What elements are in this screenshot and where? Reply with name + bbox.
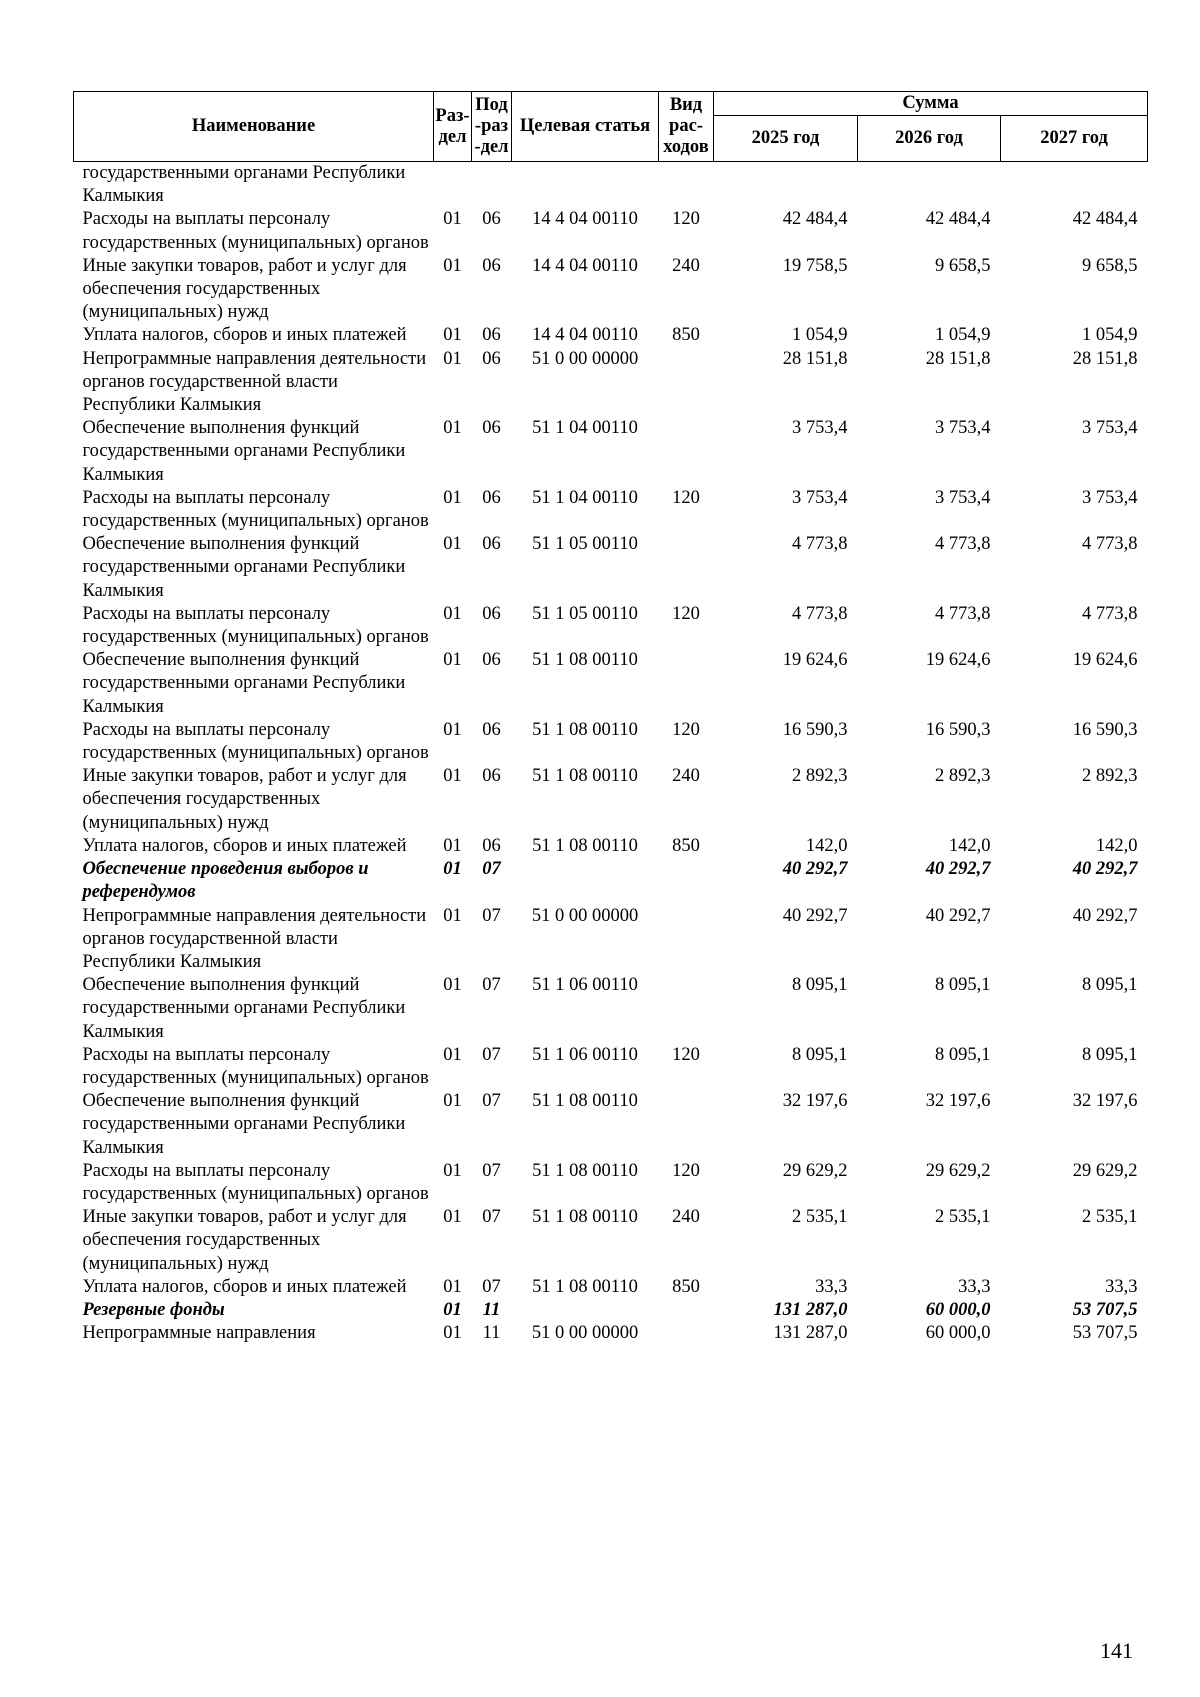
- row-value-2026: 28 151,8: [925, 348, 991, 369]
- row-vid: 240: [672, 255, 700, 276]
- row-celevaya: 51 1 04 00110: [532, 487, 638, 508]
- row-name: Расходы на выплаты персоналу государственных (муниципальных) органов: [82, 1044, 429, 1088]
- row-value-2026: 2 535,1: [935, 1207, 991, 1228]
- row-celevaya: 51 1 08 00110: [532, 835, 638, 856]
- row-value-2027: 53 707,5: [1072, 1323, 1138, 1344]
- row-celevaya: [512, 1299, 659, 1322]
- row-celevaya: [512, 162, 659, 209]
- row-razdel: 01: [443, 766, 462, 787]
- row-value-2027: 42 484,4: [1072, 209, 1138, 230]
- row-value-2026: 142,0: [948, 835, 991, 856]
- table-row: [74, 1322, 1148, 1345]
- header-razdel: Раз-дел: [434, 92, 472, 162]
- row-podrazdel: 06: [482, 766, 501, 787]
- row-value-2025: 28 151,8: [782, 348, 848, 369]
- row-value-2025: 8 095,1: [792, 1044, 848, 1065]
- row-value-2025: [714, 162, 858, 209]
- row-value-2025: 4 773,8: [792, 603, 848, 624]
- row-value-2027: 40 292,7: [1072, 905, 1138, 926]
- row-podrazdel: 06: [482, 603, 501, 624]
- table-body: [74, 162, 1148, 1346]
- table-row: [74, 905, 1148, 975]
- table-row: [74, 835, 1148, 858]
- row-value-2026: 9 658,5: [935, 255, 991, 276]
- row-name: Расходы на выплаты персоналу государственных (муниципальных) органов: [82, 209, 429, 253]
- row-podrazdel: 07: [482, 1044, 501, 1065]
- row-value-2027: 3 753,4: [1082, 418, 1138, 439]
- row-celevaya: 51 1 08 00110: [532, 1091, 638, 1112]
- row-razdel: 01: [443, 418, 462, 439]
- row-podrazdel: 06: [482, 835, 501, 856]
- row-value-2025: 8 095,1: [792, 975, 848, 996]
- row-podrazdel: 07: [482, 905, 501, 926]
- row-podrazdel: 11: [482, 1323, 501, 1344]
- row-name: Иные закупки товаров, работ и услуг для обеспечения государственных (муниципальных) нужд: [82, 255, 407, 323]
- row-razdel: 01: [443, 905, 462, 926]
- row-value-2027: 8 095,1: [1082, 975, 1138, 996]
- row-vid: [659, 649, 714, 719]
- row-podrazdel: 06: [482, 487, 501, 508]
- row-vid: [659, 905, 714, 975]
- header-year-2026: 2026 год: [858, 116, 1001, 162]
- row-value-2027: 16 590,3: [1072, 719, 1138, 740]
- row-podrazdel: 11: [482, 1299, 501, 1320]
- row-celevaya: [512, 858, 659, 904]
- row-value-2027: 2 535,1: [1082, 1207, 1138, 1228]
- row-razdel: 01: [443, 859, 462, 880]
- row-celevaya: 51 1 06 00110: [532, 1044, 638, 1065]
- row-value-2025: 1 054,9: [792, 325, 848, 346]
- row-value-2027: 32 197,6: [1072, 1091, 1138, 1112]
- row-celevaya: 51 1 05 00110: [532, 603, 638, 624]
- row-vid: [659, 1299, 714, 1322]
- row-value-2027: 142,0: [1095, 835, 1138, 856]
- row-name: Расходы на выплаты персоналу государственных (муниципальных) органов: [82, 1160, 429, 1204]
- table-row: [74, 533, 1148, 603]
- row-value-2025: 19 624,6: [782, 650, 848, 671]
- row-value-2026: 42 484,4: [925, 209, 991, 230]
- row-value-2027: 28 151,8: [1072, 348, 1138, 369]
- page-number: 141: [1100, 1638, 1133, 1663]
- row-celevaya: 14 4 04 00110: [532, 325, 638, 346]
- row-value-2026: 4 773,8: [935, 534, 991, 555]
- row-value-2025: 2 892,3: [792, 766, 848, 787]
- row-vid: [659, 974, 714, 1044]
- row-celevaya: 51 1 08 00110: [532, 650, 638, 671]
- row-value-2027: 19 624,6: [1072, 650, 1138, 671]
- row-vid: 120: [672, 1160, 700, 1181]
- row-value-2025: 4 773,8: [792, 534, 848, 555]
- row-value-2026: [858, 162, 1001, 209]
- row-value-2027: [1001, 162, 1148, 209]
- row-razdel: 01: [443, 1276, 462, 1297]
- row-razdel: 01: [443, 1044, 462, 1065]
- table-row: [74, 417, 1148, 487]
- row-name: Уплата налогов, сборов и иных платежей: [82, 325, 407, 346]
- row-vid: 120: [672, 603, 700, 624]
- row-value-2027: 9 658,5: [1082, 255, 1138, 276]
- row-value-2026: 8 095,1: [935, 1044, 991, 1065]
- row-name: Обеспечение выполнения функций государственными органами Республики Калмыкия: [82, 1091, 406, 1158]
- row-value-2027: 4 773,8: [1082, 534, 1138, 555]
- row-name: Обеспечение выполнения функций государственными органами Республики Калмыкия: [82, 650, 406, 717]
- row-name: Расходы на выплаты персоналу государственных (муниципальных) органов: [82, 487, 429, 532]
- row-vid: 850: [672, 835, 700, 856]
- header-name: Наименование: [74, 92, 434, 162]
- row-value-2025: 33,3: [815, 1276, 848, 1297]
- row-razdel: [434, 162, 472, 209]
- row-razdel: 01: [443, 348, 462, 369]
- budget-table: [73, 91, 1148, 1345]
- row-podrazdel: 07: [482, 859, 501, 880]
- row-vid: 120: [672, 487, 700, 508]
- table-row: [74, 162, 1148, 209]
- row-vid: [659, 858, 714, 904]
- row-podrazdel: 07: [482, 1091, 501, 1112]
- row-value-2025: 131 287,0: [773, 1299, 848, 1320]
- document-page: [73, 91, 1147, 1345]
- row-razdel: 01: [443, 255, 462, 276]
- row-value-2025: 42 484,4: [782, 209, 848, 230]
- table-row: [74, 348, 1148, 418]
- row-vid: [659, 417, 714, 487]
- row-vid: 120: [672, 209, 700, 230]
- row-name: государственными органами Республики Калмыкия: [82, 163, 406, 207]
- table-row: [74, 255, 1148, 325]
- row-value-2027: 8 095,1: [1082, 1044, 1138, 1065]
- row-razdel: 01: [443, 835, 462, 856]
- row-vid: 850: [672, 325, 700, 346]
- row-value-2026: 16 590,3: [925, 719, 991, 740]
- row-vid: 240: [672, 1207, 700, 1228]
- row-celevaya: 51 0 00 00000: [531, 348, 639, 369]
- row-razdel: 01: [443, 1299, 462, 1320]
- row-razdel: 01: [443, 975, 462, 996]
- row-value-2027: 3 753,4: [1082, 487, 1138, 508]
- row-celevaya: 51 1 08 00110: [532, 1276, 638, 1297]
- row-razdel: 01: [443, 1160, 462, 1181]
- row-celevaya: 51 1 08 00110: [532, 719, 638, 740]
- table-row: [74, 1044, 1148, 1090]
- row-razdel: 01: [443, 209, 462, 230]
- row-value-2026: 32 197,6: [925, 1091, 991, 1112]
- row-value-2025: 3 753,4: [792, 418, 848, 439]
- header-year-2025: 2025 год: [714, 116, 858, 162]
- row-celevaya: 14 4 04 00110: [532, 209, 638, 230]
- table-row: [74, 1090, 1148, 1160]
- row-vid: [659, 533, 714, 603]
- table-row: [74, 324, 1148, 347]
- row-podrazdel: 07: [482, 1160, 501, 1181]
- row-name: Обеспечение выполнения функций государственными органами Республики Калмыкия: [82, 975, 406, 1042]
- row-name: Расходы на выплаты персоналу государственных (муниципальных) органов: [82, 719, 429, 764]
- row-razdel: 01: [443, 325, 462, 346]
- row-name: Обеспечение выполнения функций государственными органами Республики Калмыкия: [82, 418, 406, 485]
- row-razdel: 01: [443, 650, 462, 671]
- row-value-2025: 142,0: [805, 835, 848, 856]
- row-name: Иные закупки товаров, работ и услуг для обеспечения государственных (муниципальных) нужд: [82, 766, 407, 833]
- row-name: Резервные фонды: [82, 1299, 225, 1320]
- row-name: Непрограммные направления деятельности органов государственной власти Республики Калмыкия: [82, 348, 427, 416]
- row-value-2026: 3 753,4: [935, 418, 991, 439]
- row-podrazdel: 06: [482, 418, 501, 439]
- row-name: Непрограммные направления: [82, 1323, 316, 1344]
- row-value-2026: 33,3: [958, 1276, 991, 1297]
- row-name: Обеспечение выполнения функций государственными органами Республики Калмыкия: [82, 534, 406, 601]
- table-row: [74, 719, 1148, 765]
- table-row: [74, 208, 1148, 254]
- row-value-2025: 131 287,0: [773, 1323, 848, 1344]
- row-podrazdel: [472, 162, 512, 209]
- row-vid: 120: [672, 719, 700, 740]
- row-value-2026: 8 095,1: [935, 975, 991, 996]
- row-value-2025: 40 292,7: [782, 905, 848, 926]
- row-value-2026: 2 892,3: [935, 766, 991, 787]
- header-celevaya: Целевая статья: [512, 92, 659, 162]
- row-podrazdel: 07: [482, 1276, 501, 1297]
- table-row: [74, 974, 1148, 1044]
- row-razdel: 01: [443, 1091, 462, 1112]
- row-razdel: 01: [443, 534, 462, 555]
- row-name: Расходы на выплаты персоналу государственных (муниципальных) органов: [82, 603, 429, 648]
- row-razdel: 01: [443, 1207, 462, 1228]
- row-value-2027: 29 629,2: [1072, 1160, 1138, 1181]
- table-row: [74, 1276, 1148, 1299]
- row-celevaya: 51 0 00 00000: [531, 905, 639, 926]
- header-podrazdel: Под-раз-дел: [472, 92, 512, 162]
- row-razdel: 01: [443, 487, 462, 508]
- row-celevaya: 51 1 04 00110: [532, 418, 638, 439]
- row-celevaya: 51 1 06 00110: [532, 975, 638, 996]
- row-podrazdel: 06: [482, 348, 501, 369]
- row-value-2027: 1 054,9: [1082, 325, 1138, 346]
- row-razdel: 01: [443, 1323, 462, 1344]
- row-value-2025: 32 197,6: [782, 1091, 848, 1112]
- row-celevaya: 51 1 05 00110: [532, 534, 638, 555]
- row-podrazdel: 07: [482, 975, 501, 996]
- row-vid: 850: [672, 1276, 700, 1297]
- row-podrazdel: 07: [482, 1207, 501, 1228]
- table-row: [74, 858, 1148, 904]
- row-celevaya: 51 1 08 00110: [532, 1160, 638, 1181]
- row-value-2025: 16 590,3: [782, 719, 848, 740]
- row-value-2025: 40 292,7: [782, 859, 848, 880]
- row-podrazdel: 06: [482, 719, 501, 740]
- table-row: [74, 1206, 1148, 1276]
- row-name: Уплата налогов, сборов и иных платежей: [82, 1276, 407, 1297]
- row-podrazdel: 06: [482, 534, 501, 555]
- row-celevaya: 14 4 04 00110: [532, 255, 638, 276]
- row-value-2025: 2 535,1: [792, 1207, 848, 1228]
- row-value-2027: 33,3: [1105, 1276, 1138, 1297]
- row-celevaya: 51 1 08 00110: [532, 1207, 638, 1228]
- header-vid: Вид рас-ходов: [659, 92, 714, 162]
- table-row: [74, 765, 1148, 835]
- table-row: [74, 487, 1148, 533]
- row-value-2027: 40 292,7: [1072, 859, 1138, 880]
- row-vid: [659, 348, 714, 418]
- row-value-2026: 19 624,6: [925, 650, 991, 671]
- row-name: Обеспечение проведения выборов и референдумов: [82, 859, 369, 903]
- row-value-2026: 3 753,4: [935, 487, 991, 508]
- row-podrazdel: 06: [482, 255, 501, 276]
- header-summa: Сумма: [714, 92, 1148, 116]
- table-row: [74, 1299, 1148, 1322]
- row-vid: 120: [672, 1044, 700, 1065]
- row-value-2027: 53 707,5: [1072, 1299, 1138, 1320]
- row-value-2026: 40 292,7: [925, 859, 991, 880]
- row-value-2026: 60 000,0: [925, 1323, 991, 1344]
- table-row: [74, 603, 1148, 649]
- row-name: Уплата налогов, сборов и иных платежей: [82, 835, 407, 856]
- row-value-2026: 1 054,9: [935, 325, 991, 346]
- row-value-2027: 4 773,8: [1082, 603, 1138, 624]
- row-value-2027: 2 892,3: [1082, 766, 1138, 787]
- row-celevaya: 51 0 00 00000: [531, 1323, 639, 1344]
- row-value-2025: 3 753,4: [792, 487, 848, 508]
- table-header: [74, 92, 1148, 162]
- table-row: [74, 649, 1148, 719]
- header-year-2027: 2027 год: [1001, 116, 1148, 162]
- row-podrazdel: 06: [482, 209, 501, 230]
- row-value-2025: 19 758,5: [782, 255, 848, 276]
- table-row: [74, 1160, 1148, 1206]
- row-value-2026: 29 629,2: [925, 1160, 991, 1181]
- row-value-2026: 40 292,7: [925, 905, 991, 926]
- row-value-2025: 29 629,2: [782, 1160, 848, 1181]
- row-celevaya: 51 1 08 00110: [532, 766, 638, 787]
- row-name: Иные закупки товаров, работ и услуг для обеспечения государственных (муниципальных) нужд: [82, 1207, 407, 1274]
- row-vid: [659, 1090, 714, 1160]
- row-razdel: 01: [443, 719, 462, 740]
- row-vid: [659, 162, 714, 209]
- row-podrazdel: 06: [482, 650, 501, 671]
- row-podrazdel: 06: [482, 325, 501, 346]
- row-vid: 240: [672, 766, 700, 787]
- row-value-2026: 60 000,0: [925, 1299, 991, 1320]
- row-vid: [659, 1322, 714, 1345]
- row-name: Непрограммные направления деятельности органов государственной власти Республики Калмыкия: [82, 905, 427, 972]
- row-value-2026: 4 773,8: [935, 603, 991, 624]
- row-razdel: 01: [443, 603, 462, 624]
